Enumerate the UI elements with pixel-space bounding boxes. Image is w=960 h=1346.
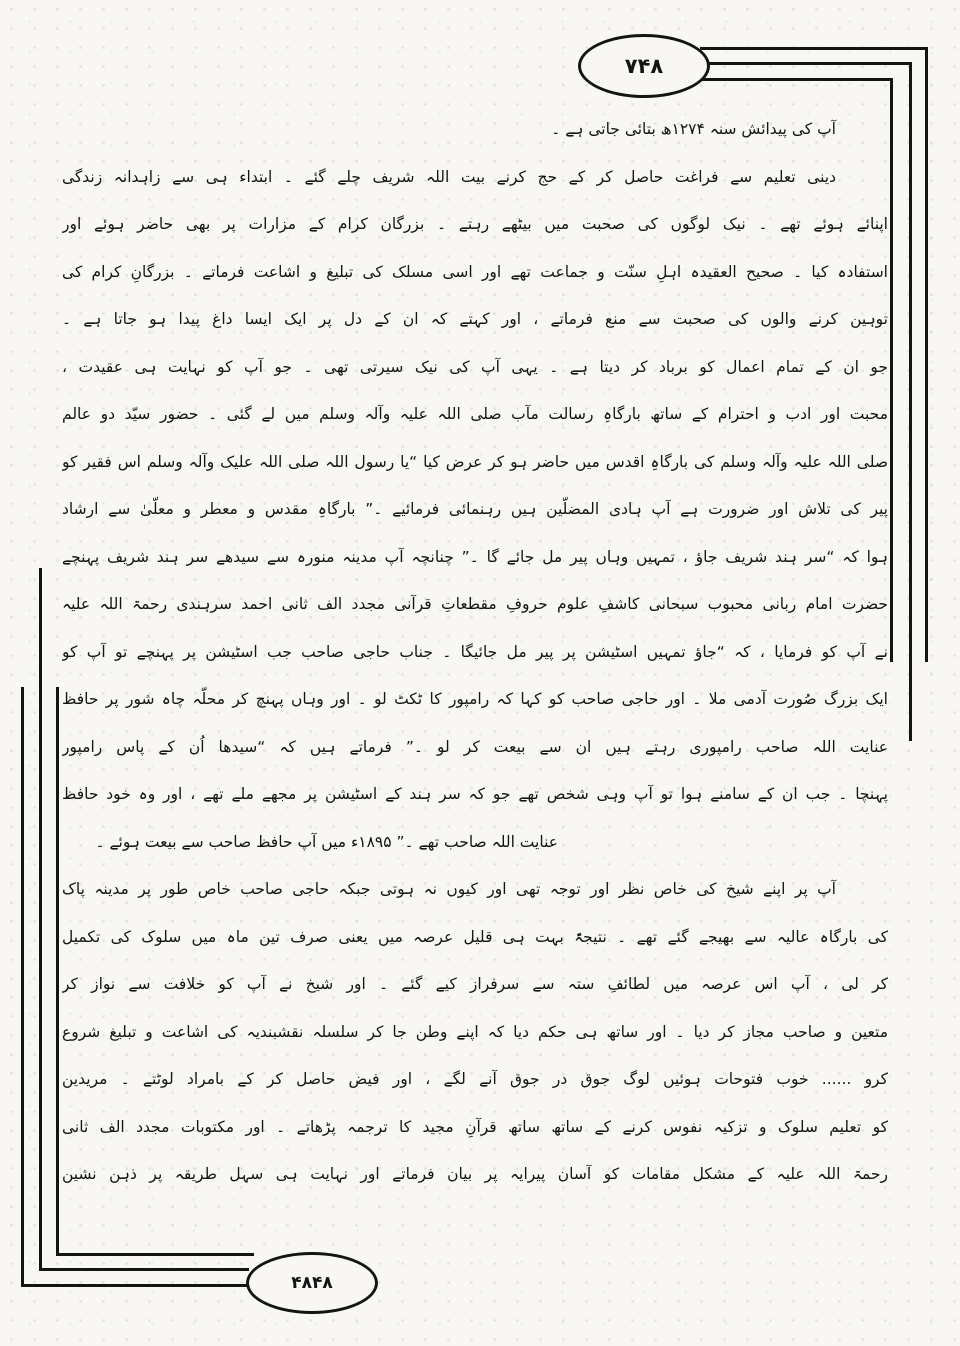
text-line: دینی تعلیم سے فراغت حاصل کر کے حج کرنے بیت اللہ شریف چلے گئے ۔ ابتداء ہی سے زاہدانہ زندگی	[62, 167, 836, 186]
footer-number-badge	[246, 1252, 378, 1314]
text-line: ایک بزرگ صُورت آدمی ملا ۔ اور حاجی صاحب کو کہا کہ رامپور کا ٹکٹ لو ۔ اور وہاں پہنچ کر محلّہ چاہ شور پر حافظ	[62, 690, 888, 708]
frame-top-inner-line	[700, 78, 893, 81]
frame-right-middle-line	[909, 62, 912, 741]
text-line: عنایت اللہ صاحب رامپوری رہتے ہیں ان سے بیعت کر لو ۔” فرماتے ہیں کہ “سیدھا اُن کے پاس رامپور	[62, 737, 888, 756]
text-line: متعین و صاحب مجاز کر دیا ۔ اور ساتھ ہی حکم دیا کہ اپنے وطن جا کر سلسلہ نقشبندیہ کی اشاعت و تبلیغ شروع	[62, 1022, 888, 1041]
frame-top-outer-line	[700, 47, 928, 50]
text-line: کرو ...... خوب فتوحات ہوئیں لوگ جوق در جوق آنے لگے ، اور فیض حاصل کر کے بامراد لوٹتے ۔ مریدین	[62, 1070, 888, 1088]
footer-number: ۴۸۴۸	[291, 1273, 333, 1293]
text-line: نے آپ کو فرمایا ، کہ “جاؤ تمہیں اسٹیشن پر پیر مل جائیگا ۔ جناب حاجی صاحب جب اسٹیشن پر پہنچے تو آپ کو	[62, 642, 888, 661]
text-line: پہنچا ۔ جب ان کے سامنے ہوا تو آپ وہی شخص تھے جو کہ سر ہند کے اسٹیشن پر مجھے ملے تھے ، اور وہ خود حافظ	[62, 785, 888, 803]
text-line: کی بارگاہ عالیہ سے بھیجے گئے تھے ۔ نتیجۃً بہت ہی قلیل عرصہ میں یعنی صرف تین ماہ میں سلوک کی تکمیل	[62, 927, 888, 946]
text-line: ہوا کہ “سر ہند شریف جاؤ ، تمہیں وہاں پیر مل جائے گا ۔” چنانچہ آپ مدینہ منورہ سے سیدھے سر ہند شریف پہنچے	[62, 547, 888, 566]
frame-right-outer-line	[925, 47, 928, 662]
frame-bottom-middle-line	[39, 1268, 249, 1271]
text-line: محبت اور ادب و احترام کے ساتھ بارگاہِ رسالت مآب صلی اللہ علیہ وآلہ وسلم میں لے گئی ۔ حضور سیّد دو عالم	[62, 405, 888, 423]
frame-top-middle-line	[700, 62, 912, 65]
frame-bottom-inner-line	[56, 1253, 254, 1256]
text-line: جو ان کے تمام اعمال کو برباد کر دیتا ہے ۔ یہی آپ کی نیک سیرتی تھی ۔ جو آپ کو نہایت ہی عقیدت ،	[62, 357, 888, 376]
frame-left-middle-line	[39, 568, 42, 1271]
text-line: کر لی ، آپ اس عرصہ میں لطائفِ ستہ سے سرفراز کیے گئے ۔ اور شیخ نے آپ کو خلافت سے نواز کر	[62, 975, 888, 993]
text-line: رحمۃ اللہ علیہ کے مشکل مقامات کو آسان پیرایہ پر بیان فرماتے اور نہایت ہی سہل طریقہ پر ذہن نشین	[62, 1165, 888, 1183]
text-line: آپ کی پیدائش سنہ ۱۲۷۴ھ بتائی جاتی ہے ۔	[551, 120, 836, 138]
text-line: کو تعلیم سلوک و تزکیہ نفوس کرنے کے ساتھ ساتھ قرآنِ مجید کا ترجمہ پڑھاتے ۔ اور مکتوبات مجدد الف ثانی	[62, 1117, 888, 1136]
frame-bottom-outer-line	[21, 1284, 251, 1287]
text-line: عنایت اللہ صاحب تھے ۔” ۱۸۹۵ء میں آپ حافظ صاحب سے بیعت ہوئے ۔	[95, 832, 558, 851]
page-number-badge	[578, 34, 710, 98]
frame-left-outer-line	[21, 687, 24, 1287]
frame-left-inner-line	[56, 687, 59, 1256]
text-line: آپ پر اپنے شیخ کی خاص نظر اور توجہ تھی اور کیوں نہ ہوتی جبکہ حاجی صاحب خاص طور پر مدینہ پاک	[62, 880, 836, 898]
text-line: استفادہ کیا ۔ صحیح العقیدہ اہلِ سنّت و جماعت تھے اور اسی مسلک کی تبلیغ و اشاعت فرماتے ۔ بزرگانِ کرام کی	[62, 262, 888, 281]
text-line: صلی اللہ علیہ وآلہ وسلم کی بارگاہِ اقدس میں حاضر ہو کر عرض کیا “یا رسول اللہ صلی اللہ علیک وآلہ وسلم اس فقیر کو	[62, 452, 888, 471]
text-line: توہین کرنے والوں کی صحبت سے منع فرماتے ، اور کہتے کہ ان کے دل پر ایک ایسا داغ پیدا ہو جاتا ہے ۔	[62, 310, 888, 328]
frame-right-inner-line	[890, 78, 893, 662]
text-line: اپنائے ہوئے تھے ۔ نیک لوگوں کی صحبت میں بیٹھے رہتے ۔ بزرگان کرام کے مزارات پر بھی حاضر ہوئے اور	[62, 215, 888, 233]
text-line: پیر کی تلاش اور ضرورت ہے آپ ہادی المضلّین ہیں رہنمائی فرمائیے ۔” بارگاہِ مقدس و معطر و معلّیٰ سے ارشاد	[62, 500, 888, 518]
text-line: حضرت امام ربانی محبوب سبحانی کاشفِ علوم حروفِ مقطعاتِ قرآنی مجدد الف ثانی احمد سرہندی رحمۃ اللہ علیہ	[62, 595, 888, 613]
body-text	[62, 106, 888, 1199]
page-number: ۷۴۸	[624, 54, 664, 78]
